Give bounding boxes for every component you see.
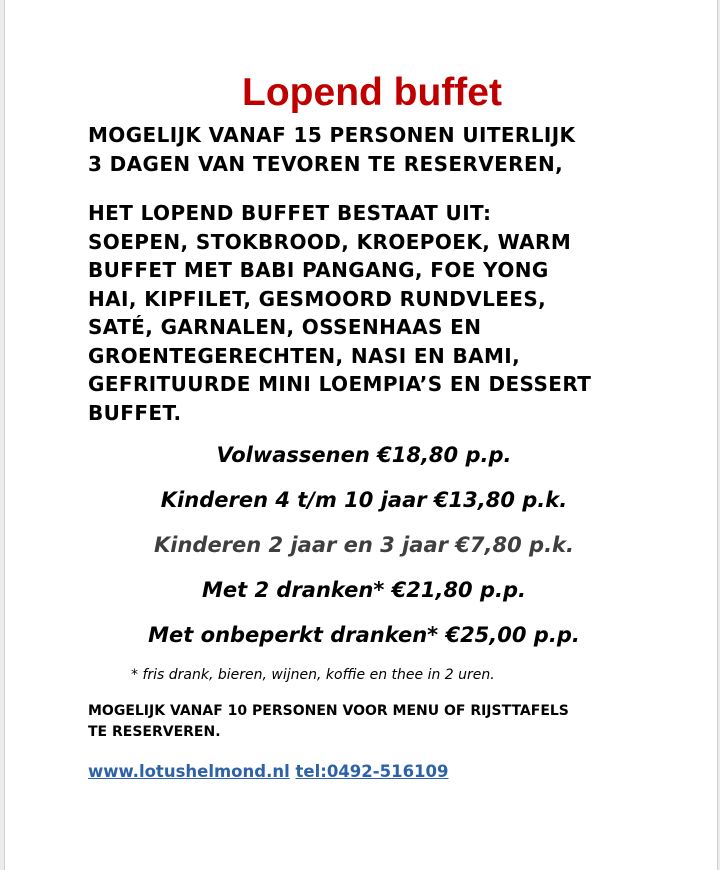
booking-intro [88, 121, 708, 179]
contents-line: SATÉ, GARNALEN, OSSENHAAS EN [88, 315, 482, 339]
contents-line: BUFFET. [88, 400, 182, 425]
buffet-contents [88, 199, 708, 427]
contents-line: GEFRITUURDE MINI LOEMPIA’S EN DESSERT [88, 372, 592, 396]
contents-line: SOEPEN, STOKBROOD, KROEPOEK, WARM [88, 229, 572, 254]
price-unlimited-drinks: Met onbeperkt dranken* €25,00 p.p. [148, 623, 580, 647]
price-adults: Volwassenen €18,80 p.p. [216, 443, 512, 467]
menu-note-line: MOGELIJK VANAF 10 PERSONEN VOOR MENU OF RIJSTTAFELS [88, 703, 569, 719]
drinks-footnote: * fris drank, bieren, wijnen, koffie en thee in 2 uren. [131, 667, 495, 683]
price-children-2-3: Kinderen 2 jaar en 3 jaar €7,80 p.k. [153, 533, 574, 557]
contents-line: HET LOPEND BUFFET BESTAAT UIT: [88, 201, 492, 225]
website-link[interactable]: www.lotushelmond.nl [88, 762, 290, 781]
price-children-4-10: Kinderen 4 t/m 10 jaar €13,80 p.k. [160, 488, 568, 512]
page-title: Lopend buffet [242, 71, 502, 114]
menu-reservation-note [88, 701, 648, 743]
contents-line: HAI, KIPFILET, GESMOORD RUNDVLEES, [88, 286, 547, 311]
contents-line: GROENTEGERECHTEN, NASI EN BAMI, [88, 343, 521, 368]
price-with-2-drinks: Met 2 dranken* €21,80 p.p. [202, 578, 526, 602]
menu-note-line: TE RESERVEREN. [88, 724, 221, 740]
intro-line: MOGELIJK VANAF 15 PERSONEN UITERLIJK [88, 123, 576, 147]
contact-line [88, 760, 449, 784]
contents-line: BUFFET MET BABI PANGANG, FOE YONG [88, 258, 549, 282]
document-page [4, 0, 718, 870]
phone-link[interactable]: tel:0492-516109 [295, 762, 449, 781]
intro-line: 3 DAGEN VAN TEVOREN TE RESERVEREN, [88, 152, 564, 176]
